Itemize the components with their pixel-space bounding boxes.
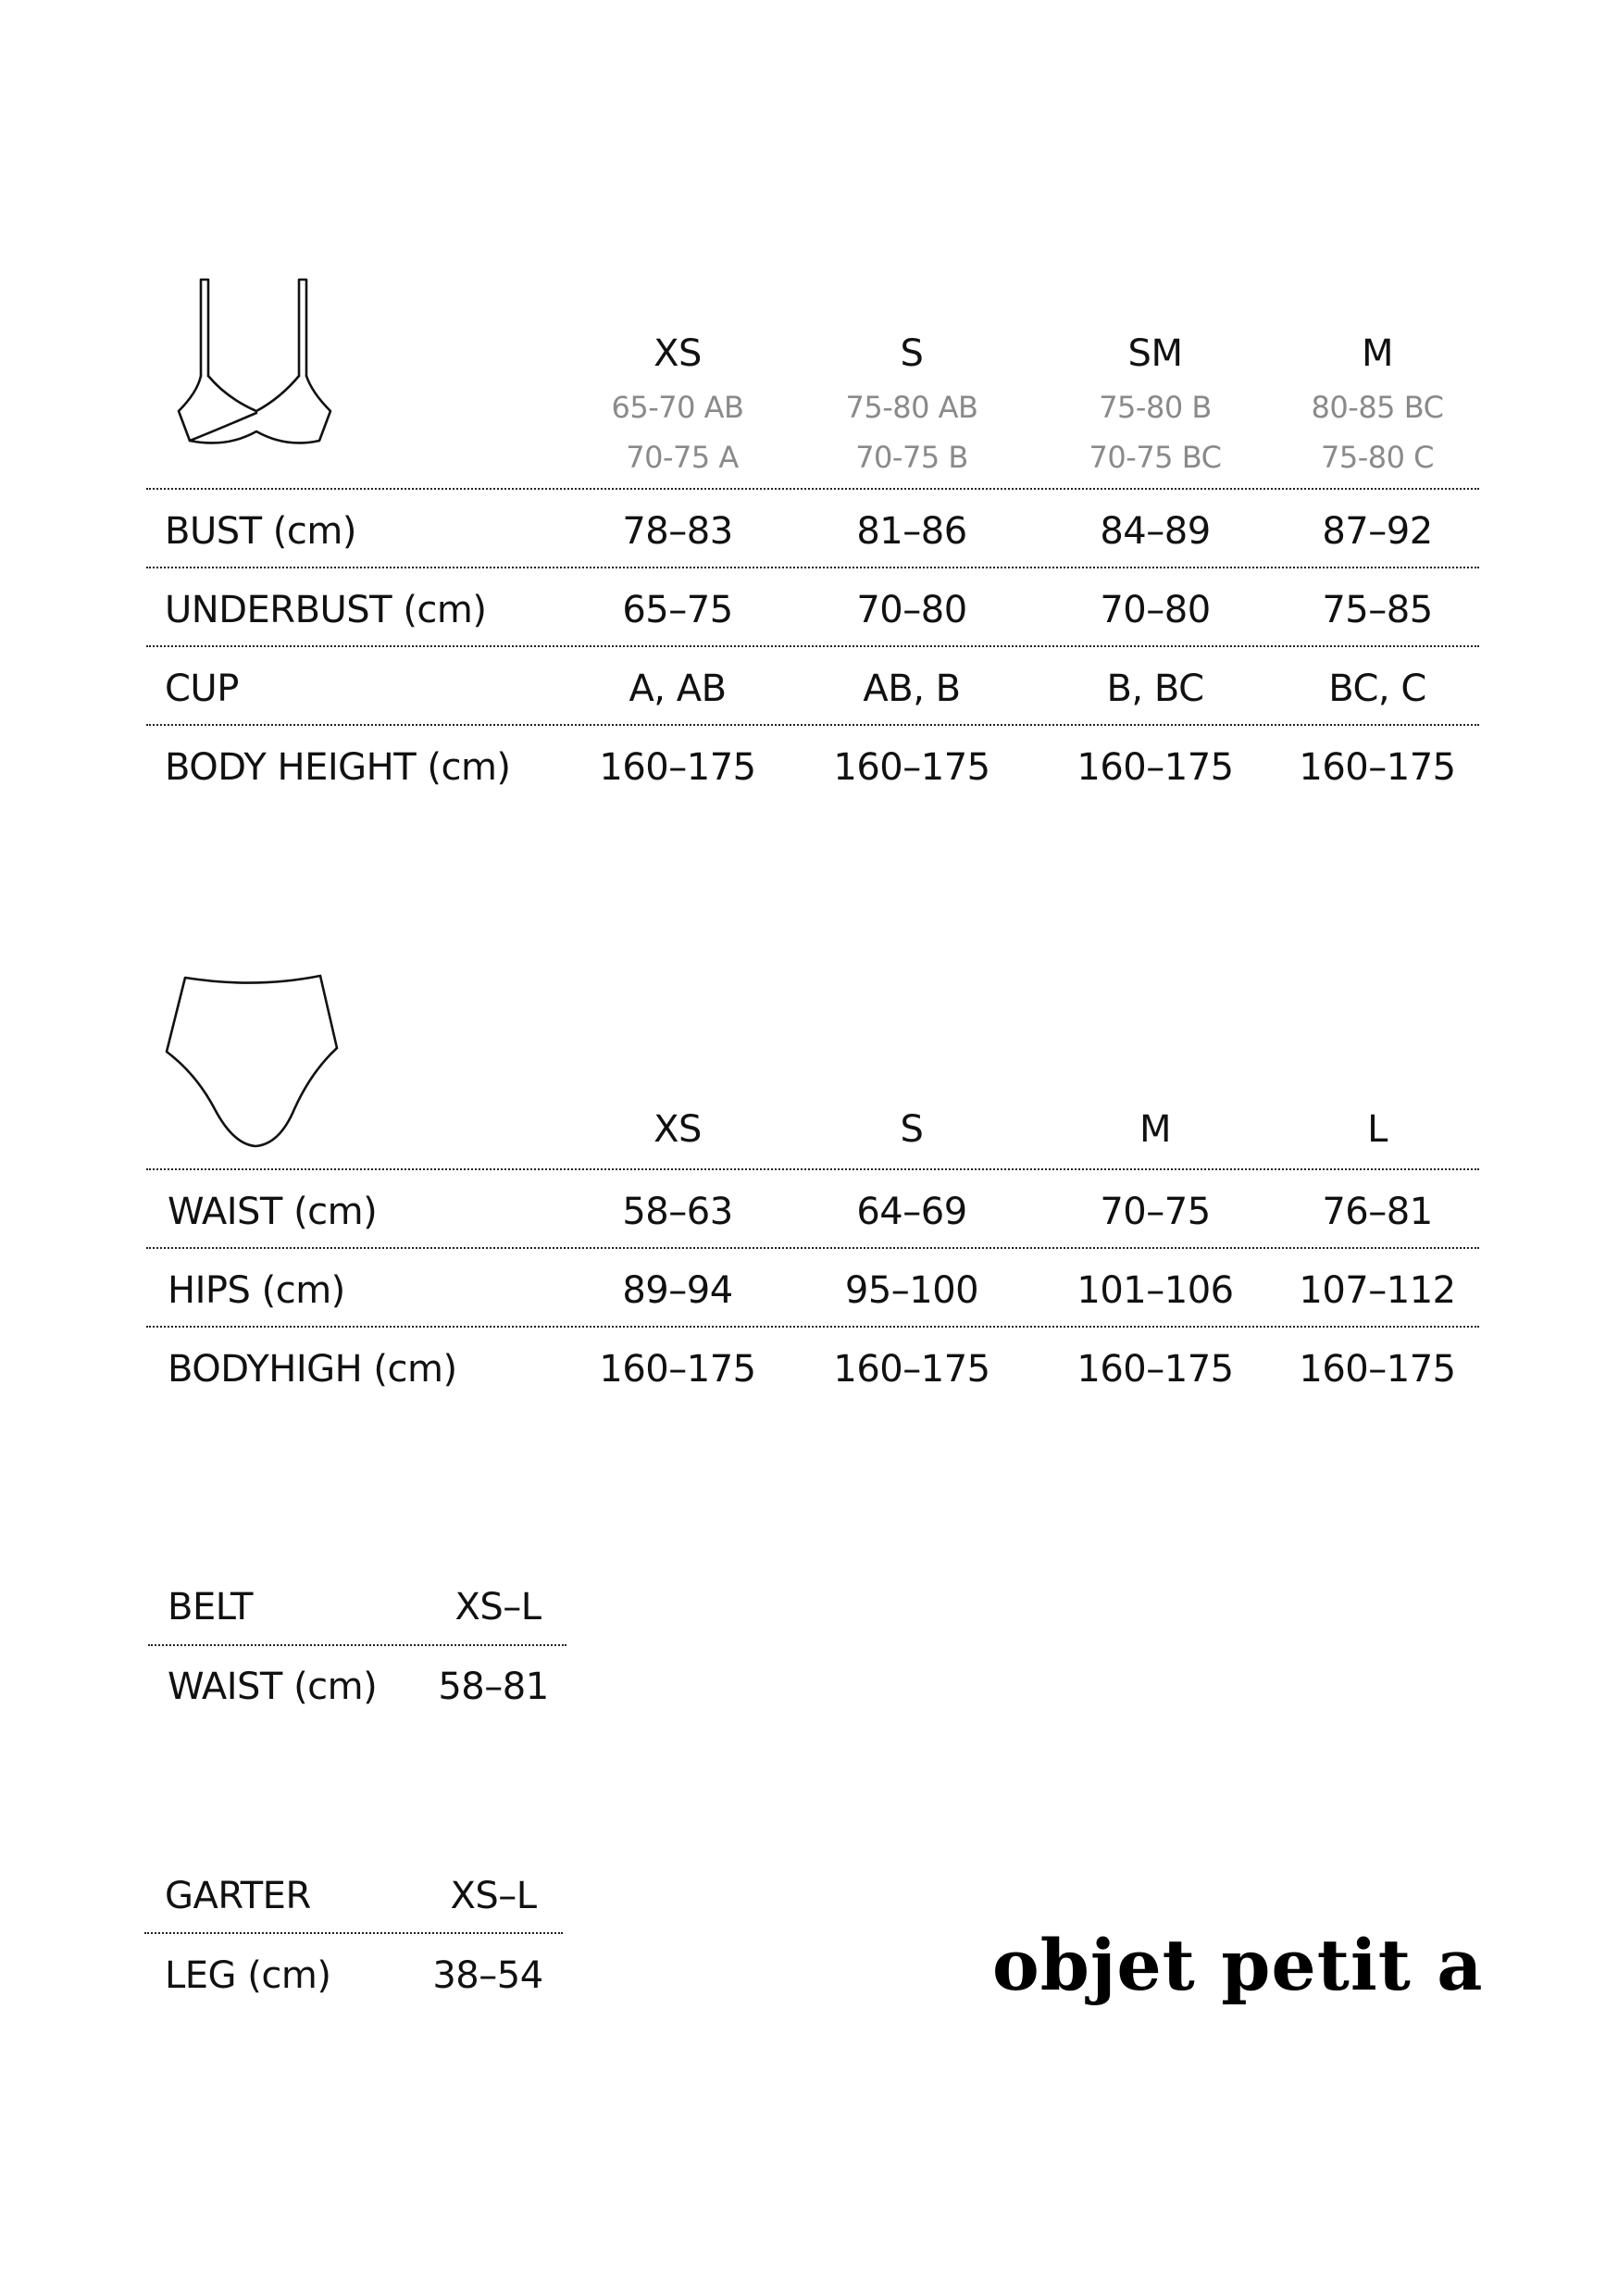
table-cell: BC, C [1328,668,1426,710]
table-cell: 89–94 [622,1269,733,1312]
table-cell: 65–75 [622,589,733,631]
brand-logo: objet petit a [992,1924,1484,2006]
bra-band-size: 80-85 BC [1311,390,1444,425]
row-label: WAIST (cm) [168,1191,378,1233]
table-cell: 58–81 [438,1666,549,1708]
table-cell: 160–175 [599,1348,756,1391]
table-cell: 78–83 [622,510,733,553]
row-divider [146,1168,1479,1170]
table-cell: 70–80 [856,589,967,631]
row-divider [144,1932,563,1934]
table-cell: 160–175 [599,746,756,789]
table-cell: 70–75 [1100,1191,1211,1233]
briefs-size-header: XS [653,1108,702,1151]
belt-size-range: XS–L [454,1586,541,1628]
row-label: LEG (cm) [165,1954,331,1997]
briefs-size-header: S [900,1108,924,1151]
bra-size-header: M [1361,332,1394,375]
row-divider [146,645,1479,647]
table-cell: 160–175 [1077,746,1234,789]
row-label: CUP [165,668,239,710]
briefs-outline-icon [163,970,344,1152]
row-divider [146,567,1479,568]
table-cell: 160–175 [1299,1348,1456,1391]
row-label: UNDERBUST (cm) [165,589,487,631]
table-cell: 160–175 [1299,746,1456,789]
table-cell: 75–85 [1322,589,1433,631]
bra-band-size: 70-75 A [626,440,739,475]
briefs-size-header: L [1367,1108,1388,1151]
row-divider [146,488,1479,490]
bra-size-header: SM [1127,332,1183,375]
table-cell: 84–89 [1100,510,1211,553]
bra-size-header: S [900,332,924,375]
row-divider [148,1644,566,1646]
briefs-size-header: M [1139,1108,1172,1151]
garter-size-range: XS–L [450,1875,537,1917]
table-cell: AB, B [863,668,961,710]
row-divider [146,1247,1479,1249]
table-cell: 101–106 [1077,1269,1234,1312]
bra-band-size: 75-80 B [1099,390,1212,425]
table-cell: A, AB [629,668,727,710]
table-cell: 95–100 [844,1269,979,1312]
table-cell: 58–63 [622,1191,733,1233]
table-cell: B, BC [1106,668,1204,710]
row-divider [146,1326,1479,1328]
table-cell: 38–54 [432,1954,543,1997]
table-cell: 160–175 [833,746,990,789]
bra-band-size: 70-75 B [855,440,968,475]
bra-band-size: 65-70 AB [611,390,744,425]
bra-outline-icon [171,274,338,450]
row-divider [146,724,1479,726]
row-label: BUST (cm) [165,510,356,553]
bra-band-size: 75-80 AB [845,390,978,425]
table-cell: 76–81 [1322,1191,1433,1233]
row-label: BODYHIGH (cm) [168,1348,457,1391]
table-cell: 64–69 [856,1191,967,1233]
table-cell: 81–86 [856,510,967,553]
row-label: WAIST (cm) [168,1666,378,1708]
belt-label: BELT [168,1586,253,1628]
table-cell: 70–80 [1100,589,1211,631]
bra-size-header: XS [653,332,702,375]
bra-band-size: 70-75 BC [1089,440,1222,475]
bra-band-size: 75-80 C [1321,440,1434,475]
table-cell: 160–175 [1077,1348,1234,1391]
row-label: BODY HEIGHT (cm) [165,746,511,789]
table-cell: 160–175 [833,1348,990,1391]
table-cell: 87–92 [1322,510,1433,553]
table-cell: 107–112 [1299,1269,1456,1312]
row-label: HIPS (cm) [168,1269,345,1312]
garter-label: GARTER [165,1875,311,1917]
